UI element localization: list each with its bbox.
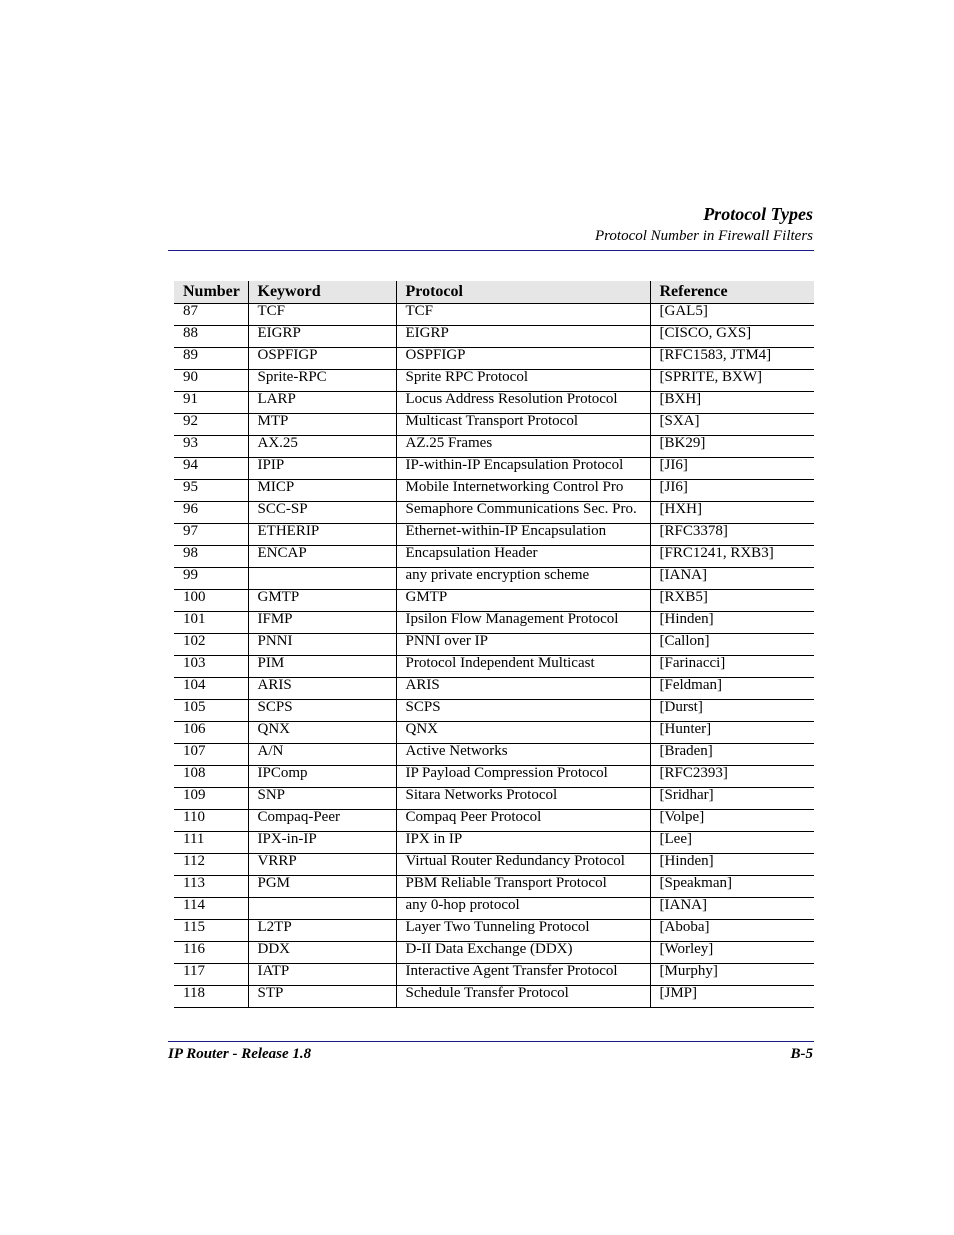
cell-number: 112 bbox=[174, 854, 248, 876]
cell-number: 115 bbox=[174, 920, 248, 942]
cell-reference: [Durst] bbox=[650, 700, 814, 722]
cell-keyword: QNX bbox=[248, 722, 396, 744]
table-header-row bbox=[174, 281, 814, 304]
header-rule bbox=[168, 250, 814, 251]
cell-keyword: OSPFIGP bbox=[248, 348, 396, 370]
footer-rule bbox=[168, 1041, 814, 1042]
cell-number: 102 bbox=[174, 634, 248, 656]
cell-keyword: SCC-SP bbox=[248, 502, 396, 524]
column-header-reference: Reference bbox=[650, 281, 814, 304]
cell-reference: [FRC1241, RXB3] bbox=[650, 546, 814, 568]
cell-reference: [Braden] bbox=[650, 744, 814, 766]
cell-protocol: QNX bbox=[396, 722, 650, 744]
cell-keyword: PNNI bbox=[248, 634, 396, 656]
cell-number: 106 bbox=[174, 722, 248, 744]
cell-reference: [Hinden] bbox=[650, 854, 814, 876]
table-row bbox=[174, 502, 814, 524]
cell-protocol: any 0-hop protocol bbox=[396, 898, 650, 920]
cell-number: 100 bbox=[174, 590, 248, 612]
table-row bbox=[174, 590, 814, 612]
cell-protocol: Semaphore Communications Sec. Pro. bbox=[396, 502, 650, 524]
table-row bbox=[174, 766, 814, 788]
cell-reference: [GAL5] bbox=[650, 304, 814, 326]
cell-keyword: VRRP bbox=[248, 854, 396, 876]
table-row bbox=[174, 458, 814, 480]
cell-number: 88 bbox=[174, 326, 248, 348]
cell-protocol: OSPFIGP bbox=[396, 348, 650, 370]
table-row bbox=[174, 722, 814, 744]
cell-reference: [Speakman] bbox=[650, 876, 814, 898]
cell-keyword: TCF bbox=[248, 304, 396, 326]
column-header-keyword: Keyword bbox=[248, 281, 396, 304]
column-header-protocol: Protocol bbox=[396, 281, 650, 304]
cell-protocol: Ipsilon Flow Management Protocol bbox=[396, 612, 650, 634]
table-row bbox=[174, 414, 814, 436]
page-subtitle: Protocol Number in Firewall Filters bbox=[594, 228, 813, 244]
cell-keyword: A/N bbox=[248, 744, 396, 766]
cell-number: 108 bbox=[174, 766, 248, 788]
table-row bbox=[174, 348, 814, 370]
table-row bbox=[174, 986, 814, 1008]
cell-reference: [Aboba] bbox=[650, 920, 814, 942]
table-row bbox=[174, 634, 814, 656]
cell-protocol: Layer Two Tunneling Protocol bbox=[396, 920, 650, 942]
cell-keyword: PIM bbox=[248, 656, 396, 678]
table-row bbox=[174, 832, 814, 854]
cell-reference: [JMP] bbox=[650, 986, 814, 1008]
table-row bbox=[174, 942, 814, 964]
cell-number: 94 bbox=[174, 458, 248, 480]
cell-number: 107 bbox=[174, 744, 248, 766]
cell-protocol: Sprite RPC Protocol bbox=[396, 370, 650, 392]
cell-number: 103 bbox=[174, 656, 248, 678]
cell-number: 101 bbox=[174, 612, 248, 634]
table-row bbox=[174, 810, 814, 832]
cell-reference: [SXA] bbox=[650, 414, 814, 436]
cell-protocol: IPX in IP bbox=[396, 832, 650, 854]
cell-reference: [Sridhar] bbox=[650, 788, 814, 810]
cell-keyword: DDX bbox=[248, 942, 396, 964]
cell-keyword: GMTP bbox=[248, 590, 396, 612]
cell-keyword: MTP bbox=[248, 414, 396, 436]
table-row bbox=[174, 964, 814, 986]
table-row bbox=[174, 612, 814, 634]
cell-reference: [RFC1583, JTM4] bbox=[650, 348, 814, 370]
page-title: Protocol Types bbox=[703, 204, 813, 224]
cell-number: 104 bbox=[174, 678, 248, 700]
cell-reference: [Farinacci] bbox=[650, 656, 814, 678]
cell-number: 91 bbox=[174, 392, 248, 414]
cell-keyword: IPComp bbox=[248, 766, 396, 788]
cell-number: 99 bbox=[174, 568, 248, 590]
cell-keyword: IFMP bbox=[248, 612, 396, 634]
cell-number: 116 bbox=[174, 942, 248, 964]
cell-keyword: MICP bbox=[248, 480, 396, 502]
cell-keyword: ENCAP bbox=[248, 546, 396, 568]
cell-number: 87 bbox=[174, 304, 248, 326]
table-row bbox=[174, 678, 814, 700]
cell-reference: [BK29] bbox=[650, 436, 814, 458]
cell-protocol: Mobile Internetworking Control Pro bbox=[396, 480, 650, 502]
cell-protocol: D-II Data Exchange (DDX) bbox=[396, 942, 650, 964]
cell-keyword: Compaq-Peer bbox=[248, 810, 396, 832]
footer-page-number: B-5 bbox=[790, 1046, 813, 1062]
cell-reference: [CISCO, GXS] bbox=[650, 326, 814, 348]
cell-protocol: EIGRP bbox=[396, 326, 650, 348]
table-row bbox=[174, 436, 814, 458]
table-row bbox=[174, 546, 814, 568]
cell-keyword: STP bbox=[248, 986, 396, 1008]
cell-keyword: ARIS bbox=[248, 678, 396, 700]
cell-number: 97 bbox=[174, 524, 248, 546]
cell-protocol: Schedule Transfer Protocol bbox=[396, 986, 650, 1008]
cell-reference: [Feldman] bbox=[650, 678, 814, 700]
cell-number: 117 bbox=[174, 964, 248, 986]
cell-protocol: Encapsulation Header bbox=[396, 546, 650, 568]
table-row bbox=[174, 304, 814, 326]
table-row bbox=[174, 744, 814, 766]
cell-protocol: ARIS bbox=[396, 678, 650, 700]
cell-protocol: SCPS bbox=[396, 700, 650, 722]
cell-protocol: AZ.25 Frames bbox=[396, 436, 650, 458]
cell-number: 114 bbox=[174, 898, 248, 920]
cell-number: 113 bbox=[174, 876, 248, 898]
cell-reference: [Callon] bbox=[650, 634, 814, 656]
cell-keyword: SNP bbox=[248, 788, 396, 810]
cell-number: 105 bbox=[174, 700, 248, 722]
table-row bbox=[174, 700, 814, 722]
cell-protocol: Multicast Transport Protocol bbox=[396, 414, 650, 436]
table-row bbox=[174, 876, 814, 898]
cell-reference: [RFC3378] bbox=[650, 524, 814, 546]
cell-reference: [BXH] bbox=[650, 392, 814, 414]
cell-number: 111 bbox=[174, 832, 248, 854]
cell-keyword bbox=[248, 898, 396, 920]
cell-protocol: Interactive Agent Transfer Protocol bbox=[396, 964, 650, 986]
table-row bbox=[174, 568, 814, 590]
cell-reference: [Hunter] bbox=[650, 722, 814, 744]
cell-keyword: L2TP bbox=[248, 920, 396, 942]
cell-reference: [SPRITE, BXW] bbox=[650, 370, 814, 392]
cell-reference: [HXH] bbox=[650, 502, 814, 524]
cell-protocol: PNNI over IP bbox=[396, 634, 650, 656]
cell-reference: [Volpe] bbox=[650, 810, 814, 832]
cell-protocol: PBM Reliable Transport Protocol bbox=[396, 876, 650, 898]
cell-keyword: SCPS bbox=[248, 700, 396, 722]
table-row bbox=[174, 326, 814, 348]
column-header-number: Number bbox=[174, 281, 248, 304]
cell-keyword: PGM bbox=[248, 876, 396, 898]
cell-keyword: Sprite-RPC bbox=[248, 370, 396, 392]
cell-reference: [RXB5] bbox=[650, 590, 814, 612]
cell-reference: [Hinden] bbox=[650, 612, 814, 634]
cell-number: 96 bbox=[174, 502, 248, 524]
cell-number: 98 bbox=[174, 546, 248, 568]
cell-reference: [Worley] bbox=[650, 942, 814, 964]
cell-number: 109 bbox=[174, 788, 248, 810]
cell-keyword: LARP bbox=[248, 392, 396, 414]
cell-protocol: GMTP bbox=[396, 590, 650, 612]
cell-protocol: Compaq Peer Protocol bbox=[396, 810, 650, 832]
cell-protocol: any private encryption scheme bbox=[396, 568, 650, 590]
cell-reference: [Lee] bbox=[650, 832, 814, 854]
cell-protocol: Sitara Networks Protocol bbox=[396, 788, 650, 810]
cell-number: 118 bbox=[174, 986, 248, 1008]
cell-reference: [JI6] bbox=[650, 458, 814, 480]
table-row bbox=[174, 524, 814, 546]
protocol-table bbox=[174, 281, 814, 1008]
table-row bbox=[174, 788, 814, 810]
table-row bbox=[174, 854, 814, 876]
cell-reference: [JI6] bbox=[650, 480, 814, 502]
cell-number: 95 bbox=[174, 480, 248, 502]
cell-protocol: Virtual Router Redundancy Protocol bbox=[396, 854, 650, 876]
cell-reference: [IANA] bbox=[650, 568, 814, 590]
cell-keyword: IPIP bbox=[248, 458, 396, 480]
cell-protocol: Protocol Independent Multicast bbox=[396, 656, 650, 678]
cell-keyword: AX.25 bbox=[248, 436, 396, 458]
table-row bbox=[174, 480, 814, 502]
cell-keyword: EIGRP bbox=[248, 326, 396, 348]
cell-reference: [RFC2393] bbox=[650, 766, 814, 788]
cell-keyword: ETHERIP bbox=[248, 524, 396, 546]
table-row bbox=[174, 920, 814, 942]
cell-number: 89 bbox=[174, 348, 248, 370]
table-row bbox=[174, 656, 814, 678]
cell-number: 90 bbox=[174, 370, 248, 392]
cell-protocol: Active Networks bbox=[396, 744, 650, 766]
cell-protocol: Ethernet-within-IP Encapsulation bbox=[396, 524, 650, 546]
cell-protocol: IP Payload Compression Protocol bbox=[396, 766, 650, 788]
table-row bbox=[174, 898, 814, 920]
cell-reference: [Murphy] bbox=[650, 964, 814, 986]
table-body bbox=[174, 304, 814, 1008]
cell-keyword: IPX-in-IP bbox=[248, 832, 396, 854]
cell-reference: [IANA] bbox=[650, 898, 814, 920]
cell-number: 110 bbox=[174, 810, 248, 832]
footer-document-title: IP Router - Release 1.8 bbox=[168, 1046, 312, 1062]
cell-keyword: IATP bbox=[248, 964, 396, 986]
cell-keyword bbox=[248, 568, 396, 590]
cell-number: 93 bbox=[174, 436, 248, 458]
cell-protocol: TCF bbox=[396, 304, 650, 326]
cell-protocol: IP-within-IP Encapsulation Protocol bbox=[396, 458, 650, 480]
table-row bbox=[174, 392, 814, 414]
cell-number: 92 bbox=[174, 414, 248, 436]
cell-protocol: Locus Address Resolution Protocol bbox=[396, 392, 650, 414]
table-row bbox=[174, 370, 814, 392]
